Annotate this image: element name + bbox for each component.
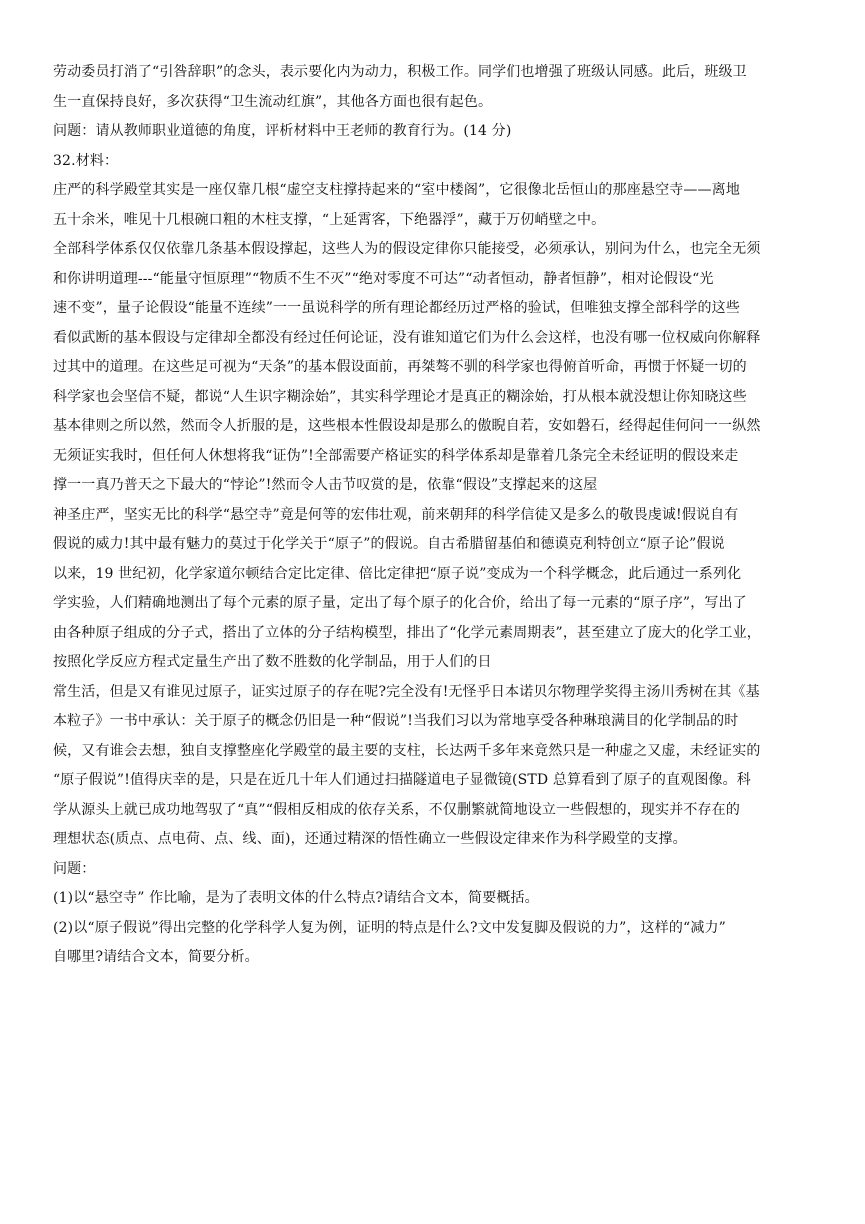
material-heading: 32.材料：	[53, 152, 119, 169]
text-line: “原子假说”!值得庆幸的是，只是在近几十年人们通过扫描隧道电子显微镜(STD 总算看到了原子的直观图像。科	[53, 772, 751, 788]
text-line: 五十余米，唯见十几根碗口粗的木柱支撑，“上延霄客，下绝器浮”，藏于万仞峭壁之中。	[53, 211, 606, 228]
text-line: 学从源头上就已成功地驾驭了“真”“假相反相成的依存关系，不仅删繁就简地设立一些假想的，现实并不存在的	[53, 801, 740, 818]
text-line: 神圣庄严，坚实无比的科学“悬空寺”竟是何等的宏伟壮观，前来朝拜的科学信徒又是多么的敬畏虔诚!假说自有	[53, 506, 739, 523]
question-heading: 问题：	[53, 860, 96, 877]
text-line: 学实验，人们精确地测出了每个元素的原子量，定出了每个原子的化合价，给出了每一元素的“原子序”，写出了	[53, 595, 747, 611]
text-line: 全部科学体系仅仅依靠几条基本假设撑起，这些人为的假设定律你只能接受，必须承认，别问为什么，也完全无须	[53, 241, 761, 257]
document-page	[53, 58, 815, 973]
text-line: 速不变”，量子论假设“能量不连续”一一虽说科学的所有理论都经历过严格的验试，但唯独支撑全部科学的这些	[53, 300, 740, 316]
text-line: 常生活，但是又有谁见过原子，证实过原子的存在呢?完全没有!无怪乎日本诺贝尔物理学奖得主汤川秀树在其《基	[53, 683, 760, 700]
text-line: 撑一一真乃普天之下最大的“悖论”!然而令人击节叹赏的是，依靠“假设”支撑起来的这屋	[53, 477, 598, 493]
text-line: 过其中的道理。在这些足可视为“天条”的基本假设面前，再桀骜不驯的科学家也得俯首听命，再惯于怀疑一切的	[53, 359, 747, 375]
question-line: 问题：请从教师职业道德的角度，评析材料中王老师的教育行为。(14 分)	[53, 123, 512, 139]
question-item-2-cont: 自哪里?请结合文本，简要分析。	[53, 949, 259, 965]
question-item-2: (2)以“原子假说”得出完整的化学科学人复为例，证明的特点是什么?文中发复脚及假说的力”，这样的“减力”	[53, 919, 726, 936]
text-line: 科学家也会坚信不疑，都说“人生识字糊涂始”，其实科学理论才是真正的糊涂始，打从根本就没想让你知晓这些	[53, 388, 747, 405]
text-line: 无须证实我时，但任何人休想将我“证伪”!全部需要产格证实的科学体系却是靠着几条完全未经证明的假设来走	[53, 447, 739, 464]
text-line: 基本律则之所以然，然而令人折服的是，这些根本性假设却是那么的傲睨自若，安如磐石，经得起佳何问一一纵然	[53, 418, 761, 434]
text-line: 按照化学反应方程式定量生产出了数不胜数的化学制品，用于人们的日	[53, 654, 492, 670]
text-line: 理想状态(质点、点电荷、点、线、面)，还通过精深的悟性确立一些假设定律来作为科学殿堂的支撑。	[53, 831, 687, 847]
question-item-1: (1)以“悬空寺” 作比喻，是为了表明文体的什么特点?请结合文本，简要概括。	[53, 890, 539, 906]
text-line: 以来，19 世纪初，化学家道尔顿结合定比定律、倍比定律把“原子说”变成为一个科学概念，此后通过一系列化	[53, 565, 742, 582]
text-line: 庄严的科学殿堂其实是一座仅靠几根“虚空支柱撑持起来的“室中楼阁”，它很像北岳恒山的那座悬空寺——离地	[53, 182, 740, 198]
text-line: 劳动委员打消了“引咎辞职”的念头，表示要化内为动力，积极工作。同学们也增强了班级认同感。此后，班级卫	[53, 64, 747, 80]
text-line: 由各种原子组成的分子式，搭出了立体的分子结构模型，排出了“化学元素周期表”，甚至建立了庞大的化学工业，	[53, 624, 761, 641]
text-line: 候，又有谁会去想，独自支撑整座化学殿堂的最主要的支柱，长达两千多年来竟然只是一种虚之又虚，未经证实的	[53, 742, 761, 759]
text-line: 本粒子》一书中承认：关于原子的概念仍旧是一种“假说”!当我们习以为常地享受各种琳琅满目的化学制品的时	[53, 713, 739, 729]
text-line: 和你讲明道理---“能量守恒原理”“物质不生不灭”“绝对零度不可达”“动者恒动，静者恒静”，相对论假设“光	[53, 270, 714, 287]
text-line: 看似武断的基本假设与定律却全都没有经过任何论证，没有谁知道它们为什么会这样，也没有哪一位权威向你解释	[53, 329, 761, 346]
text-line: 生一直保持良好，多次获得“卫生流动红旗”，其他各方面也很有起色。	[53, 93, 493, 110]
text-line: 假说的威力!其中最有魅力的莫过于化学关于“原子”的假说。自古希腊留基伯和德谟克利特创立“原子论”假说	[53, 536, 725, 552]
